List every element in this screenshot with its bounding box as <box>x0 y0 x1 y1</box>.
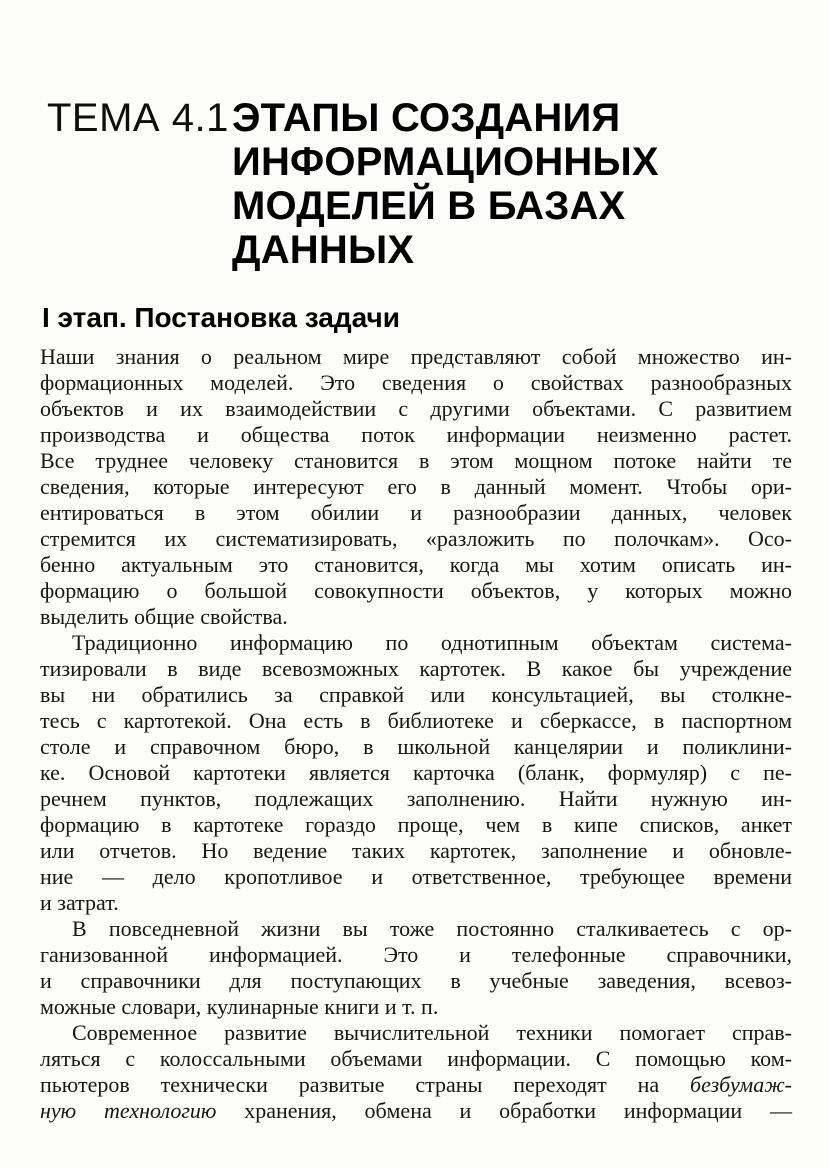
text-line <box>40 578 792 604</box>
text-segment: и затрат. <box>40 890 119 915</box>
text-line <box>40 396 792 422</box>
text-line <box>40 370 792 396</box>
text-line <box>40 500 792 526</box>
text-line <box>40 890 792 916</box>
body-paragraph <box>40 344 792 630</box>
text-segment: ентироваться в этом обилии и разнообразии данных, человек <box>40 500 792 525</box>
text-segment: В повседневной жизни вы тоже постоянно сталкиваетесь с ор- <box>72 916 792 941</box>
text-segment: формацию о большой совокупности объектов, у которых можно <box>40 578 792 603</box>
text-line <box>40 760 792 786</box>
text-segment: ганизованной информацией. Это и телефонные справочники, <box>40 942 792 967</box>
text-segment: выделить общие свойства. <box>40 604 288 629</box>
text-line <box>40 838 792 864</box>
text-line <box>40 812 792 838</box>
text-segment: стремится их систематизировать, «разложить по полочкам». Осо- <box>40 526 792 551</box>
text-line <box>40 1020 792 1046</box>
text-line <box>40 708 792 734</box>
text-segment: столе и справочном бюро, в школьной канцелярии и поликлини- <box>40 734 792 759</box>
text-line <box>40 942 792 968</box>
text-segment: ние — дело кропотливое и ответственное, требующее времени <box>40 864 792 889</box>
text-segment: ляться с колоссальными объемами информации. С помощью ком- <box>40 1046 792 1071</box>
text-line <box>40 786 792 812</box>
text-line <box>40 448 792 474</box>
text-segment: Традиционно информацию по однотипным объектам система- <box>72 630 792 655</box>
text-line <box>40 1072 792 1098</box>
text-line <box>40 968 792 994</box>
chapter-number-label: ТЕМА 4.1 <box>47 96 229 140</box>
body-paragraph <box>40 630 792 916</box>
text-segment: пьютеров технически развитые страны переходят на <box>40 1072 691 1097</box>
text-segment: и справочники для поступающих в учебные заведения, всевоз- <box>40 968 792 993</box>
chapter-title-line: ДАННЫХ <box>232 228 415 272</box>
body-paragraph <box>40 1020 792 1124</box>
text-segment: Все труднее человеку становится в этом мощном потоке найти те <box>40 448 792 473</box>
chapter-title-line: МОДЕЛЕЙ В БАЗАХ <box>232 184 626 228</box>
text-segment: вы ни обратились за справкой или консультацией, вы столкне- <box>40 682 792 707</box>
body-paragraph <box>40 916 792 1020</box>
text-line <box>40 474 792 500</box>
section-heading: I этап. Постановка задачи <box>42 302 400 333</box>
text-line <box>40 994 792 1020</box>
text-line <box>40 734 792 760</box>
text-segment: речнем пунктов, подлежащих заполнению. Найти нужную ин- <box>40 786 792 811</box>
text-segment: производства и общества поток информации неизменно растет. <box>40 422 792 447</box>
text-line <box>40 526 792 552</box>
text-line <box>40 604 792 630</box>
text-segment: ке. Основой картотеки является карточка (бланк, формуляр) с пе- <box>40 760 792 785</box>
text-segment: можные словари, кулинарные книги и т. п. <box>40 994 439 1019</box>
chapter-title-line: ЭТАПЫ СОЗДАНИЯ <box>232 96 621 140</box>
text-segment: формационных моделей. Это сведения о свойствах разнообразных <box>40 370 792 395</box>
text-line <box>40 552 792 578</box>
chapter-heading <box>47 96 829 272</box>
text-segment: формацию в картотеке гораздо проще, чем в кипе списков, анкет <box>40 812 792 837</box>
text-segment: Современное развитие вычислительной техники помогает справ- <box>72 1020 792 1045</box>
text-line <box>40 656 792 682</box>
emphasized-text: ную технологию <box>40 1098 217 1123</box>
text-segment: сведения, которые интересуют его в данный момент. Чтобы ори- <box>40 474 792 499</box>
text-line <box>40 1046 792 1072</box>
text-line <box>40 682 792 708</box>
text-line <box>40 1098 792 1124</box>
text-segment: или отчетов. Но ведение таких картотек, заполнение и обновле- <box>40 838 792 863</box>
text-segment: тесь с картотекой. Она есть в библиотеке и сберкассе, в паспортном <box>40 708 792 733</box>
chapter-title-line: ИНФОРМАЦИОННЫХ <box>232 140 659 184</box>
text-line <box>40 916 792 942</box>
text-segment: Наши знания о реальном мире представляют собой множество ин- <box>40 344 792 369</box>
body-text <box>40 344 792 1124</box>
emphasized-text: безбумаж- <box>690 1072 792 1097</box>
text-segment: тизировали в виде всевозможных картотек. В какое бы учреждение <box>40 656 792 681</box>
text-segment: бенно актуальным это становится, когда мы хотим описать ин- <box>40 552 792 577</box>
text-line <box>40 630 792 656</box>
text-line <box>40 422 792 448</box>
text-segment: хранения, обмена и обработки информации — <box>216 1098 792 1123</box>
text-line <box>40 864 792 890</box>
chapter-title <box>232 96 659 272</box>
text-line <box>40 344 792 370</box>
text-segment: объектов и их взаимодействии с другими объектами. С развитием <box>40 396 792 421</box>
